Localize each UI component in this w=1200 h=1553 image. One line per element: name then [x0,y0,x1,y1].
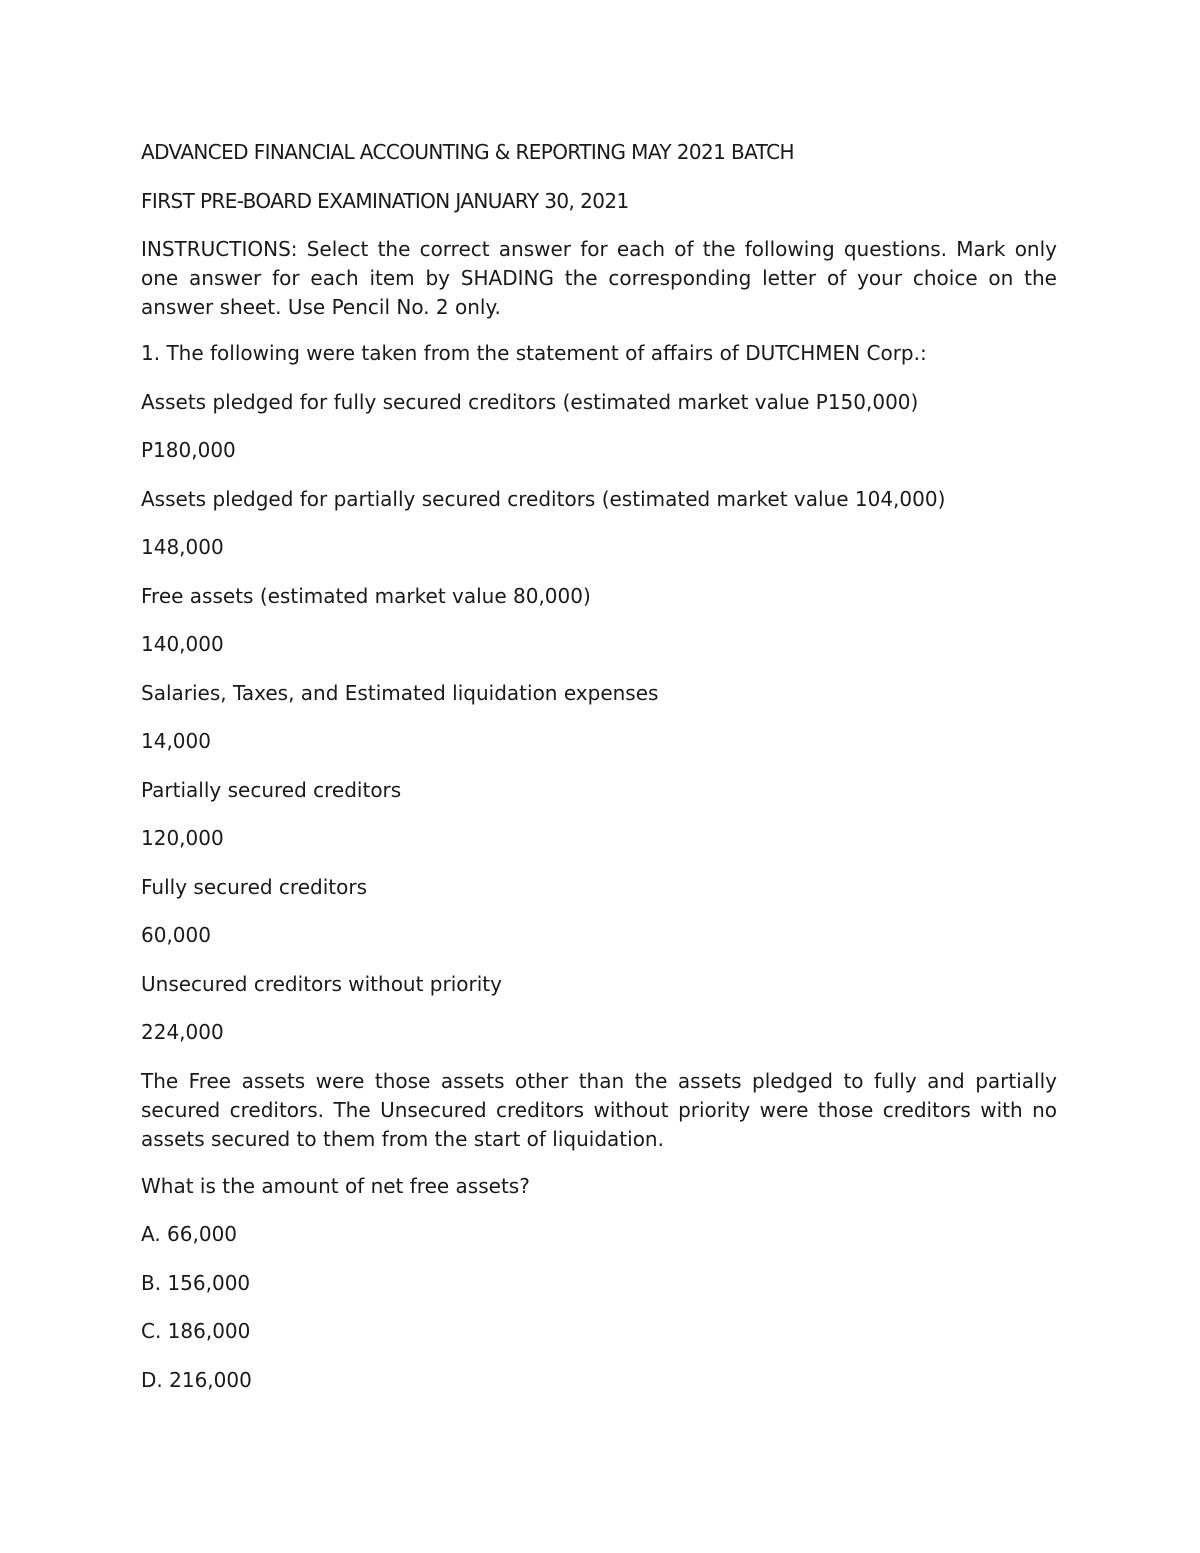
affairs-item-label: Salaries, Taxes, and Estimated liquidation expenses [141,680,659,705]
document-title: ADVANCED FINANCIAL ACCOUNTING & REPORTING MAY 2021 BATCH [141,140,794,164]
affairs-item-label: Free assets (estimated market value 80,000) [141,583,591,608]
affairs-item-amount: 120,000 [141,826,224,850]
affairs-item-label: Partially secured creditors [141,777,402,802]
affairs-item-amount: 224,000 [141,1020,224,1044]
affairs-item-label: Assets pledged for partially secured creditors (estimated market value 104,000) [141,486,946,511]
instructions-paragraph: INSTRUCTIONS: Select the correct answer for each of the following questions. Mark only one answer for each item by SHADING the corresponding letter of your choice on the answer sheet. Use Pencil No. 2 only. [141,237,1057,319]
question-prompt: What is the amount of net free assets? [141,1173,530,1198]
exam-subtitle: FIRST PRE-BOARD EXAMINATION JANUARY 30, 2021 [141,188,629,213]
document-body [141,138,1057,1414]
affairs-item-label: Unsecured creditors without priority [141,971,502,996]
affairs-item-label: Assets pledged for fully secured creditors (estimated market value P150,000) [141,389,919,414]
answer-choice-a: A. 66,000 [141,1222,238,1246]
affairs-item-amount: P180,000 [141,438,236,462]
affairs-item-amount: 148,000 [141,535,224,559]
affairs-item-label: Fully secured creditors [141,874,367,899]
answer-choice-d: D. 216,000 [141,1367,252,1392]
question-note: The Free assets were those assets other than the assets pledged to fully and partially secured creditors. The Unsecured creditors without priority were those creditors with no assets secured to them from the start of liquidation. [141,1068,1057,1151]
affairs-item-amount: 140,000 [141,632,224,656]
affairs-item-amount: 14,000 [141,729,211,753]
answer-choice-b: B. 156,000 [141,1270,251,1295]
answer-choice-c: C. 186,000 [141,1319,251,1343]
affairs-item-amount: 60,000 [141,923,211,947]
question-stem: 1. The following were taken from the statement of affairs of DUTCHMEN Corp.: [141,341,927,365]
